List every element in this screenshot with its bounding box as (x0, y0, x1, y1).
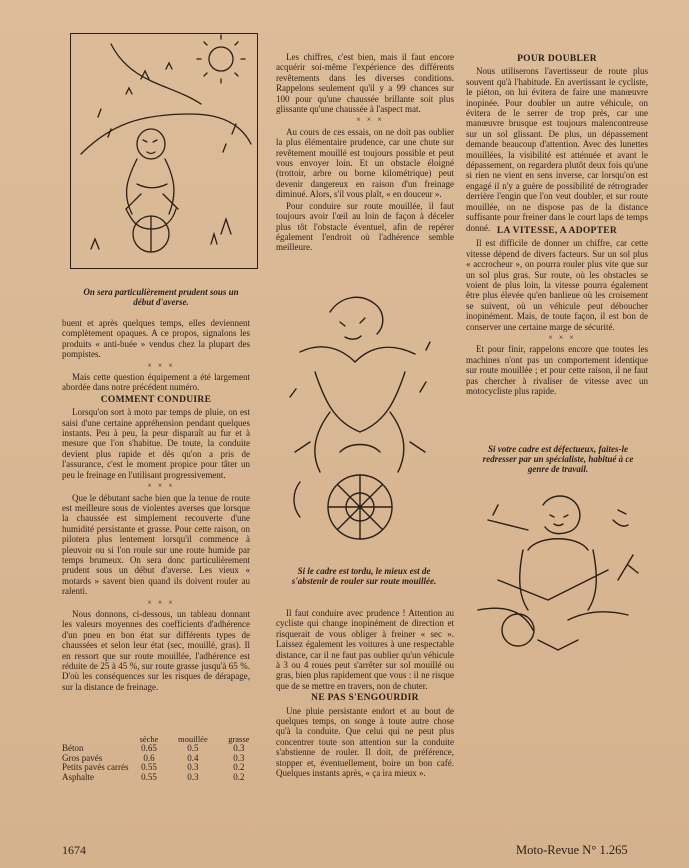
table-row (62, 773, 258, 783)
col2-para5: Une pluie persistante endort et au bout de quelques temps, on songe à toute autre chose qu'à la conduite. Que celui qui ne peut plus concentrer toute son attention sur la conduite s'abstienne de rouler. Il doit, de préférence, stopper et, éventuellement, boire un bon café. Quelques instants après, « ça ira mieux ». (276, 705, 454, 779)
col3-para2: Il est difficile de donner un chiffre, car cette vitesse dépend de divers facteurs. Sur un sol plus « accrocheur », on pourra rouler plus vite que sur un sol plus gras. Sur route, où les obstacles se voient de plus loin, la vitesse pourra également être plus élevée qu'en banlieue où les croisement se suivent, où un véhicule peut déboucher inopinément. Mais, de toute façon, il est bon de conserver une certaine marge de sécurité. (466, 238, 648, 332)
col1-para3: Lorsqu'on sort à moto par temps de pluie, on est saisi d'une certaine appréhension pendant quelques instants. Peu à peu, la peur disparaît au fur et à mesure que l'on s'habitue. De toute, la conduite devient plus rapide et dès qu'on a pris de l'assurance, c'est le moment propice pour tâter un peu le freinage en l'utilisant progressivement. (62, 407, 250, 480)
table-cell: Gros pavés (62, 752, 103, 763)
separator: × × × (356, 115, 384, 125)
table-cell: 0.4 (187, 752, 199, 763)
separator: × × × (147, 597, 175, 607)
table-cell: 0.3 (187, 771, 199, 782)
table-cell: 0.2 (233, 771, 245, 782)
table-cell: 0.6 (143, 752, 155, 763)
illustration-repair (468, 490, 648, 660)
table-cell: Petits pavés carrés (62, 762, 129, 773)
col2-para1: Les chiffres, c'est bien, mais il faut encore acquérir soi-même l'expérience des différents revêtements dans les diverses conditions. Rappelons seulement qu'il y a 99 chances sur 100 pour qu'une chaussée brillante soit plus glissante qu'une chaussée à l'aspect mat. (276, 52, 454, 115)
table-header-cell: sèche (139, 734, 159, 744)
page-number: 1674 (62, 843, 86, 857)
table-cell: Béton (62, 743, 84, 753)
heading-comment-conduire: COMMENT CONDUIRE (100, 394, 212, 405)
table-cell: 0.65 (141, 743, 157, 753)
column-1 (62, 318, 250, 693)
heading-pour-doubler: POUR DOUBLER (517, 54, 597, 64)
illustration-rider-rain (71, 34, 257, 268)
col2-para3: Pour conduire sur route mouillée, il faut toujours avoir l'œil au loin de façon à déceler plus tôt l'obstacle éventuel, afin de repérer également l'endroit où l'adhérence semble meilleure. (276, 200, 454, 253)
table-header-cell: grasse (228, 734, 250, 744)
column-2-top (276, 52, 454, 254)
table-cell: Asphalte (62, 771, 94, 782)
table-cell: 0.3 (233, 752, 245, 763)
table-cell: 0.55 (141, 762, 157, 773)
caption-twisted-frame: Si le cadre est tordu, le mieux est de s'abstenir de rouler sur route mouillée. (291, 566, 437, 586)
caption-repair: Si votre cadre est défectueux, faites-le redresser par un spécialiste, habitué à ce genre de travail. (482, 444, 634, 474)
column-3-top (466, 52, 648, 234)
col1-para4: Que le débutant sache bien que la tenue de route est meilleure sous de violentes averses que lorsque la chaussée est simplement recouverte d'une humidité persistante et grasse. Pour cette raison, on pilotera plus lentement lorsqu'il commence à pleuvoir ou si l'on roule sur une route humide par temps brumeux. On sera donc particulièrement prudent sous un début d'averse. Les vieux « motards » savent bien quand ils doivent rouler au ralenti. (62, 492, 250, 597)
col3-para1: Nous utiliserons l'avertisseur de route plus souvent qu'à l'habitude. En avertissant le cycliste, le piéton, on lui évitera de faire une manœuvre inopinée. Pour doubler un autre véhicule, on évitera de le serrer de trop près, car une manœuvre brusque est toujours malencontreuse sur un sol glissant. De plus, un dépassement demande beaucoup d'attention. Avec des lunettes mouillées, la visibilité est atténuée et avant le dépassement, on regardera plutôt deux fois qu'une si rien ne vient en sens inverse, car lorsqu'on est engagé il n'y a guère de possibilité de rétrograder derrière l'engin que l'on veut doubler, et sur route mouillée, on ne dispose pas de la distance suffisante pour freiner dans le court laps de temps donné. (466, 66, 648, 233)
table-header-cell: mouillée (177, 734, 208, 744)
heading-ne-pas-s-engourdir: NE PAS S'ENGOURDIR (311, 693, 419, 704)
col1-para1: buent et après quelques temps, elles deviennent complètement opaques. A ce propos, signalons les produits « anti-buée » vendus chez la plupart des pompistes. (62, 318, 250, 360)
column-2-bottom (276, 608, 454, 780)
col3-para3: Et pour finir, rappelons encore que toutes les machines n'ont pas un comportement identique sur route mouillée ; et pour cette raison, il ne faut pas chercher à rivaliser de vitesse avec un motocycliste plus rapide. (466, 344, 648, 397)
col2-para4: Il faut conduire avec prudence ! Attention au cycliste qui change inopinément de direction et risquerait de vous obliger à freiner « sec ». Laissez également les voitures à une respectable distance, car il ne faut pas oublier qu'un véhicule à 3 ou 4 roues peut s'arrêter sur sol mouillé ou gras, bien plus rapidement que vous : il ne risque que de se mettre en travers, non de chuter. (276, 608, 454, 691)
table-cell: 0.55 (141, 771, 157, 782)
table-cell: 0.5 (187, 743, 199, 753)
separator: × × × (548, 333, 576, 343)
table-cell: 0.3 (187, 762, 199, 773)
magazine-name: Moto-Revue N° 1.265 (516, 843, 628, 857)
table-cell: 0.3 (233, 743, 245, 753)
separator: × × × (147, 360, 175, 370)
table-cell: 0.2 (233, 762, 245, 773)
col1-para2: Mais cette question équipement a été largement abordée dans notre précédent numéro. (62, 372, 250, 393)
illustration-twisted-frame (270, 282, 450, 562)
caption-rain: On sera particulièrement prudent sous un début d'averse. (83, 287, 239, 307)
adhesion-table (62, 734, 258, 782)
table-header-row (62, 734, 258, 744)
col2-para2: Au cours de ces essais, on ne doit pas oublier la plus élémentaire prudence, car une chute sur revêtement mouillé est toujours possible et peut vous envoyer loin. Et un obstacle éloigné (trottoir, arbre ou borne kilométrique) peut devenir dangereux en raison d'un freinage diminué. Alors, s'il vous plaît, « en douceur ». (276, 126, 454, 200)
heading-la-vitesse: LA VITESSE, A ADOPTER (496, 226, 618, 236)
col1-para5: Nous donnons, ci-dessous, un tableau donnant les valeurs moyennes des coefficients d'adhérence d'un pneu en bon état sur différents types de chaussées et selon leur état (sec, mouillé, gras). Il en ressort que sur route mouillée, l'adhérence est réduite de 25 à 45 %, sur route grasse jusqu'à 65 %. D'où les conséquences sur les risques de dérapage, sur la distance de freinage. (62, 608, 250, 692)
separator: × × × (147, 481, 175, 491)
column-3-bottom (466, 224, 648, 398)
